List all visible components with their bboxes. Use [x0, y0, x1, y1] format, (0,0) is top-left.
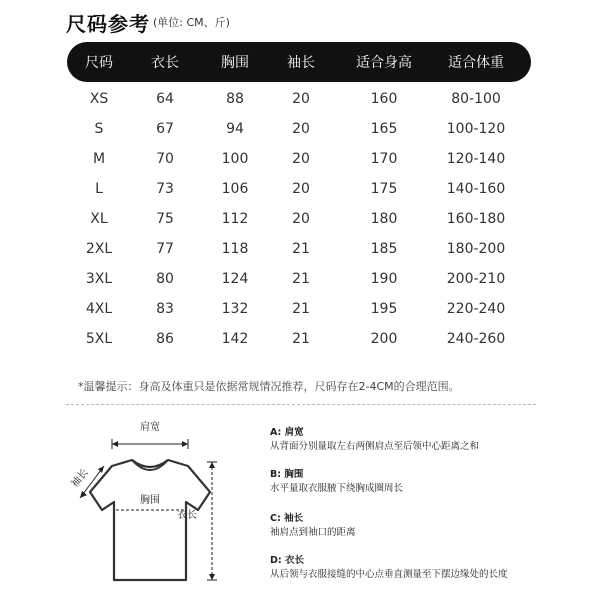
chest-label: 胸围 — [140, 495, 160, 506]
desc-length-title: D: 衣长 — [270, 555, 304, 566]
cell-chest: 124 — [221, 271, 249, 287]
desc-chest-text: 水平量取衣服腋下绕胸成圈周长 — [270, 483, 404, 494]
cell-sleeve: 21 — [292, 331, 310, 347]
desc-shoulder-title: A: 肩宽 — [270, 427, 304, 438]
cell-weight: 200-210 — [446, 271, 506, 287]
tip-note: *温馨提示：身高及体重只是依据常规情况推荐，尺码存在2-4CM的合理范围。 — [78, 380, 460, 393]
cell-size: L — [95, 181, 103, 197]
cell-height: 190 — [370, 271, 398, 287]
tshirt-diagram — [60, 408, 260, 598]
cell-chest: 112 — [221, 211, 249, 227]
divider — [66, 404, 536, 405]
cell-chest: 88 — [226, 91, 244, 107]
desc-shoulder-text: 从背面分别量取左右两侧肩点至后领中心距离之和 — [270, 441, 480, 452]
cell-height: 200 — [370, 331, 398, 347]
header-length: 衣长 — [151, 55, 179, 71]
desc-sleeve — [270, 510, 356, 538]
cell-length: 77 — [156, 241, 174, 257]
desc-chest-title: B: 胸围 — [270, 469, 304, 480]
length-label: 衣长 — [177, 510, 197, 521]
cell-length: 86 — [156, 331, 174, 347]
cell-height: 175 — [370, 181, 398, 197]
shoulder-arrow — [112, 439, 188, 449]
table-row — [0, 181, 600, 211]
cell-chest: 142 — [221, 331, 249, 347]
desc-sleeve-text: 袖肩点到袖口的距离 — [270, 527, 356, 538]
cell-height: 195 — [370, 301, 398, 317]
cell-sleeve: 20 — [292, 181, 310, 197]
desc-length-text: 从后领与衣服接缝的中心点垂直测量至下摆边缘处的长度 — [270, 569, 508, 580]
cell-height: 185 — [370, 241, 398, 257]
shoulder-label: 肩宽 — [140, 422, 160, 433]
cell-chest: 94 — [226, 121, 244, 137]
cell-size: 5XL — [85, 331, 113, 347]
desc-shoulder — [270, 424, 479, 452]
cell-chest: 132 — [221, 301, 249, 317]
cell-height: 170 — [370, 151, 398, 167]
cell-weight: 100-120 — [446, 121, 506, 137]
cell-sleeve: 21 — [292, 271, 310, 287]
header-sleeve: 袖长 — [287, 55, 315, 71]
cell-length: 67 — [156, 121, 174, 137]
desc-length — [270, 552, 508, 580]
cell-weight: 80-100 — [451, 91, 501, 107]
header-height: 适合身高 — [356, 55, 412, 71]
header-size: 尺码 — [85, 55, 113, 71]
cell-sleeve: 20 — [292, 151, 310, 167]
table-row — [0, 121, 600, 151]
cell-weight: 240-260 — [446, 331, 506, 347]
cell-sleeve: 21 — [292, 241, 310, 257]
table-row — [0, 301, 600, 331]
page-title: 尺码参考 — [66, 12, 150, 36]
cell-length: 75 — [156, 211, 174, 227]
unit-label: (单位: CM、斤) — [153, 16, 230, 29]
cell-length: 83 — [156, 301, 174, 317]
cell-length: 70 — [156, 151, 174, 167]
table-row — [0, 331, 600, 361]
cell-size: M — [92, 151, 106, 167]
cell-size: XS — [89, 91, 109, 107]
cell-size: 2XL — [85, 241, 113, 257]
table-row — [0, 271, 600, 301]
table-row — [0, 91, 600, 121]
table-row — [0, 211, 600, 241]
cell-sleeve: 20 — [292, 121, 310, 137]
cell-chest: 118 — [221, 241, 249, 257]
cell-weight: 160-180 — [446, 211, 506, 227]
table-row — [0, 241, 600, 271]
cell-sleeve: 21 — [292, 301, 310, 317]
cell-length: 80 — [156, 271, 174, 287]
desc-chest — [270, 466, 403, 494]
cell-weight: 140-160 — [446, 181, 506, 197]
cell-size: S — [94, 121, 104, 137]
cell-weight: 180-200 — [446, 241, 506, 257]
cell-sleeve: 20 — [292, 91, 310, 107]
cell-height: 160 — [370, 91, 398, 107]
cell-height: 180 — [370, 211, 398, 227]
cell-weight: 120-140 — [446, 151, 506, 167]
cell-chest: 100 — [221, 151, 249, 167]
header-weight: 适合体重 — [448, 55, 504, 71]
cell-sleeve: 20 — [292, 211, 310, 227]
table-row — [0, 151, 600, 181]
cell-chest: 106 — [221, 181, 249, 197]
cell-height: 165 — [370, 121, 398, 137]
desc-sleeve-title: C: 袖长 — [270, 513, 304, 524]
length-arrow — [207, 462, 217, 580]
sleeve-label: 袖长 — [69, 467, 91, 490]
cell-length: 64 — [156, 91, 174, 107]
cell-weight: 220-240 — [446, 301, 506, 317]
cell-size: 3XL — [85, 271, 113, 287]
header-chest: 胸围 — [221, 55, 249, 71]
cell-size: XL — [90, 211, 108, 227]
cell-size: 4XL — [85, 301, 113, 317]
cell-length: 73 — [156, 181, 174, 197]
